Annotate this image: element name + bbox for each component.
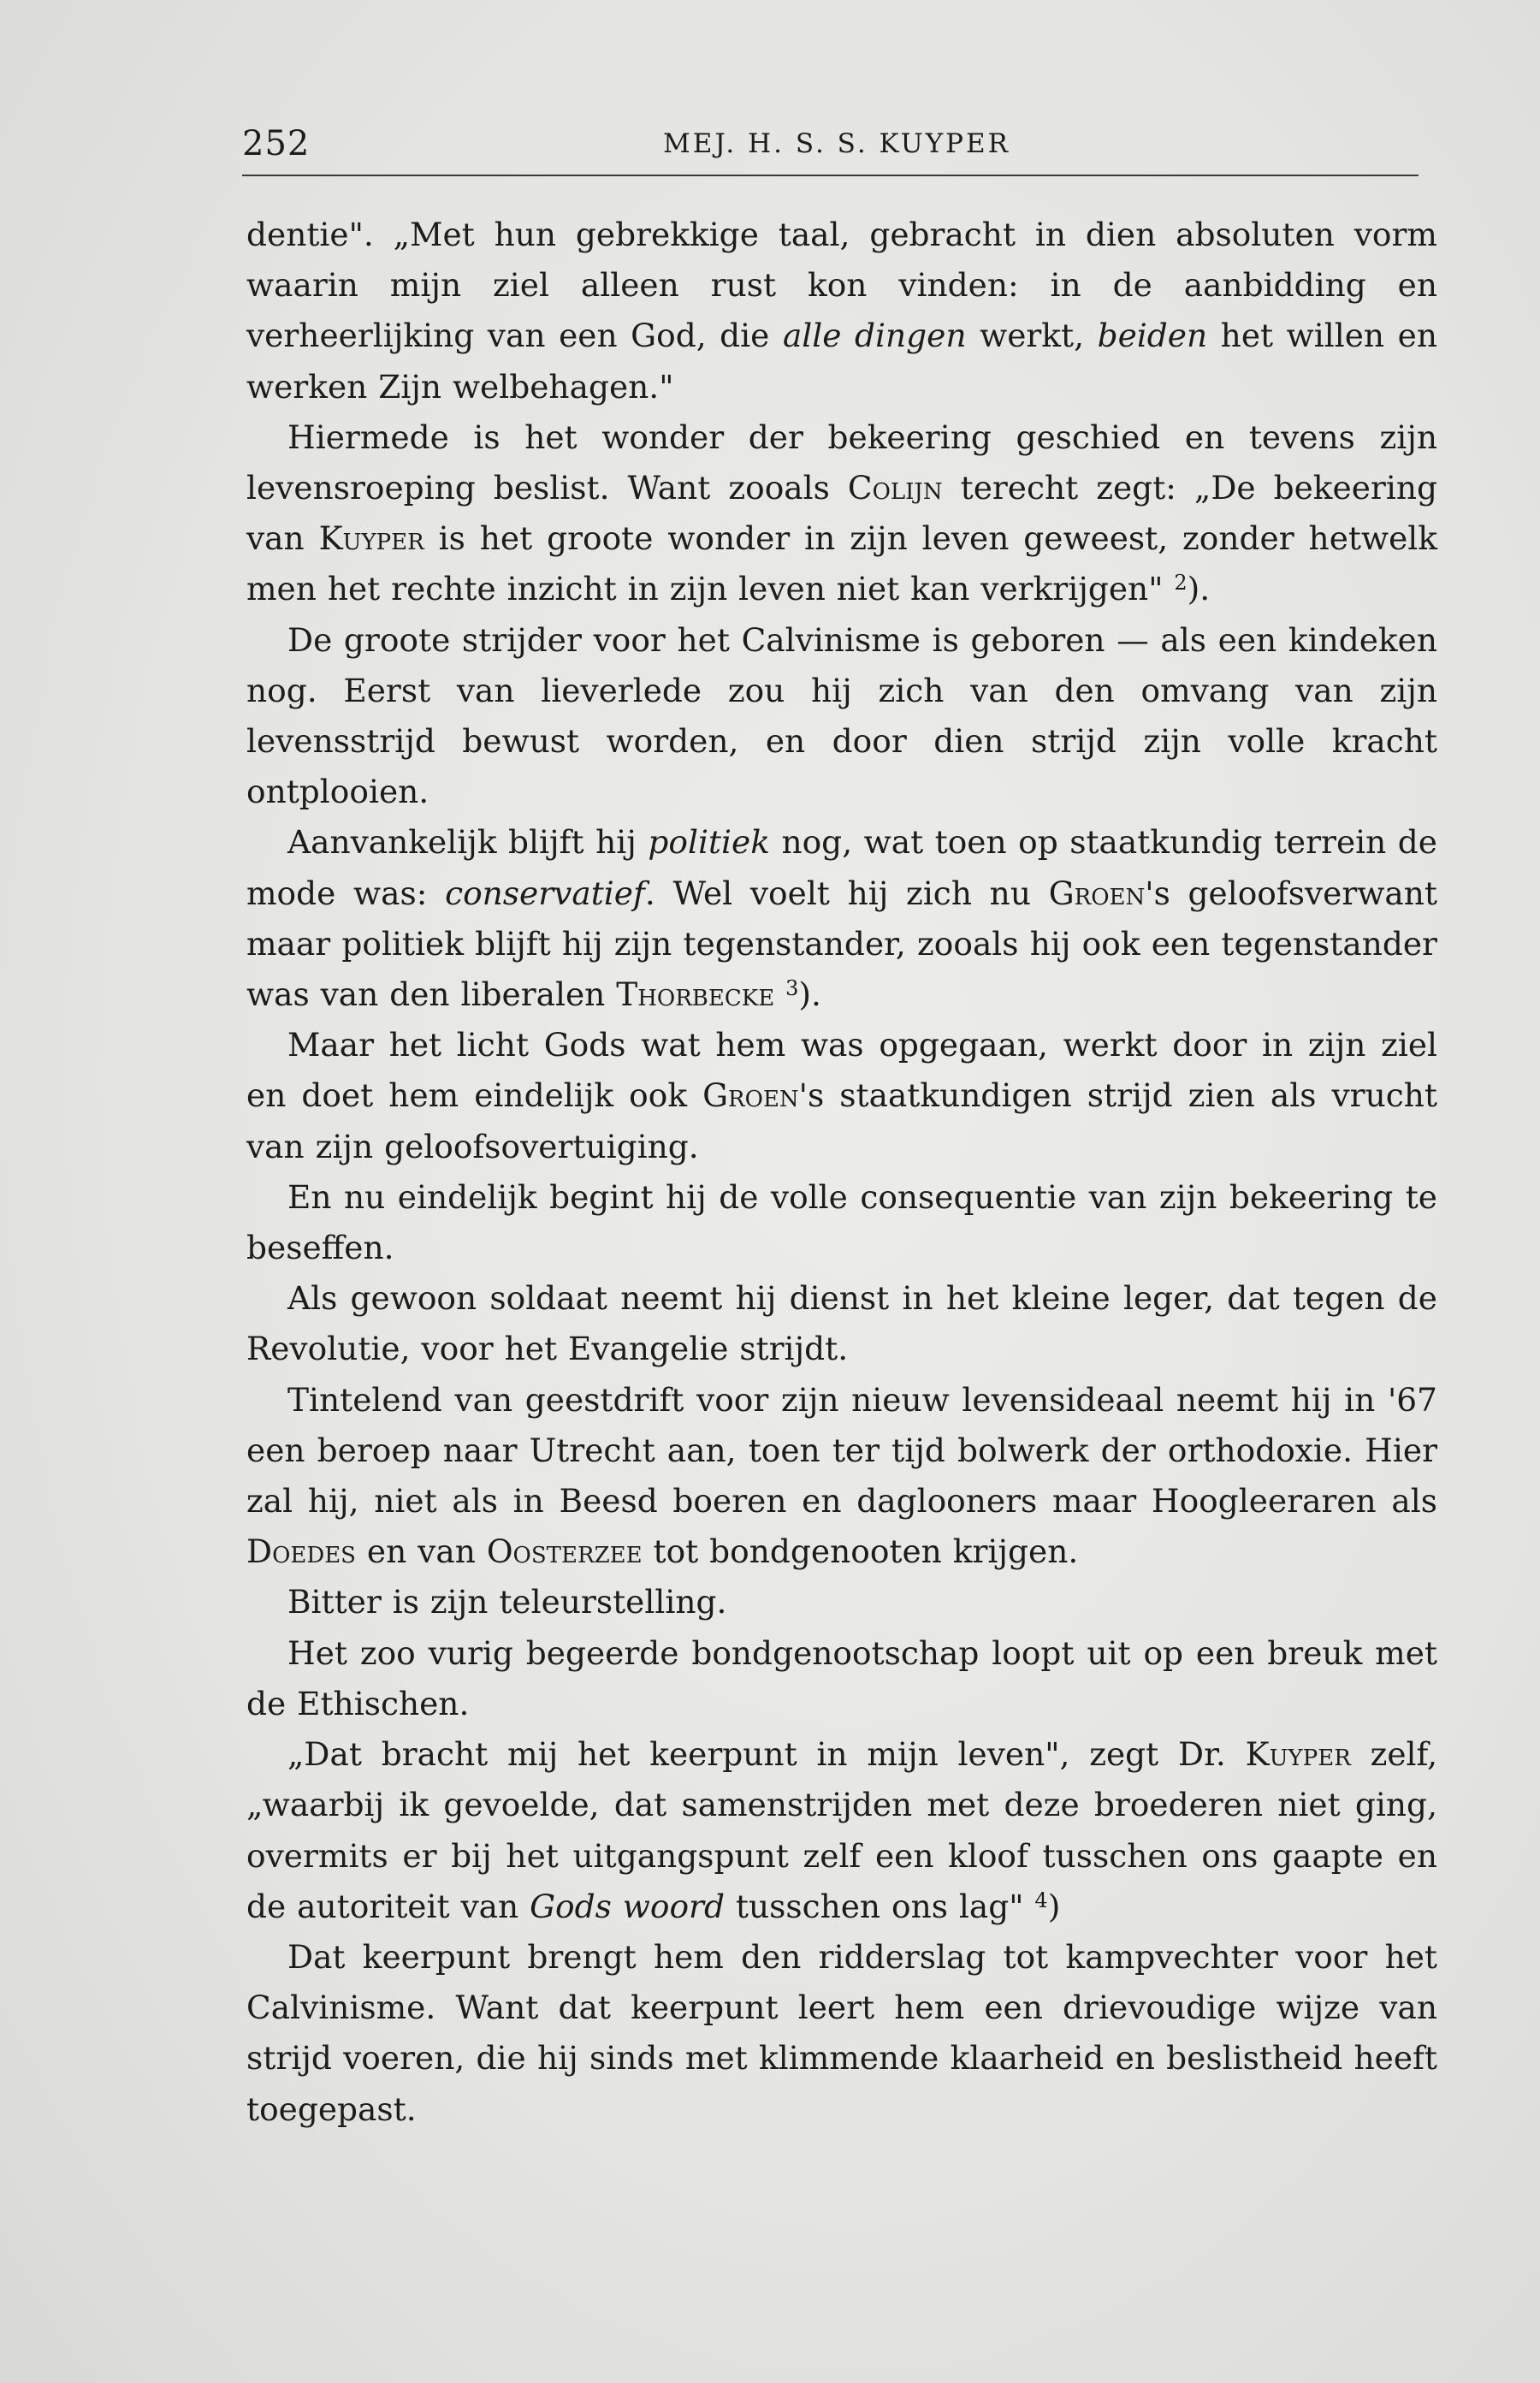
paragraph-p6 <box>246 1172 1437 1273</box>
name-smallcaps: Thorbecke <box>616 975 775 1014</box>
text-segment: ). <box>798 975 821 1014</box>
name-smallcaps: Doedes <box>246 1532 356 1571</box>
paragraph-p3 <box>246 615 1437 818</box>
paragraph-p7 <box>246 1273 1437 1374</box>
footnote-ref: 2 <box>1174 571 1188 596</box>
name-smallcaps: Kuyper <box>318 519 424 558</box>
header-rule <box>242 175 1419 176</box>
text-segment: ) <box>1047 1887 1061 1925</box>
name-smallcaps: Kuyper <box>1245 1735 1351 1774</box>
text-segment: „Dat bracht mij het keerpunt in mijn leven", zegt Dr. <box>287 1735 1246 1774</box>
paragraph-p12 <box>246 1932 1437 2135</box>
text-segment: Maar het licht Gods wat hem was opgegaan, werkt door in zijn ziel en doet hem eindelijk ook <box>246 1026 1437 1115</box>
name-smallcaps: Groen <box>702 1076 799 1115</box>
paragraph-p10 <box>246 1628 1437 1729</box>
body-text <box>246 210 1437 2135</box>
paragraph-p9 <box>246 1577 1437 1627</box>
text-segment: dentie". „Met hun gebrekkige taal, gebracht in dien absoluten vorm waarin mijn ziel alleen rust kon vinden: in de aanbidding en verheerlijking van een God, die <box>246 216 1437 355</box>
name-smallcaps: Groen <box>1048 874 1146 912</box>
footnote-ref: 3 <box>785 976 799 1001</box>
paragraph-p8 <box>246 1375 1437 1578</box>
text-segment: en van <box>356 1532 487 1571</box>
paragraph-p1 <box>246 210 1437 412</box>
text-segment: Dat keerpunt brengt hem den ridderslag tot kampvechter voor het Calvinisme. Want dat keerpunt leert hem een drievoudige wijze van strijd voeren, die hij sinds met klimmende klaarheid en beslistheid heeft toegepast. <box>246 1937 1437 2128</box>
page-number: 252 <box>242 124 311 163</box>
italic-text: politiek <box>648 823 770 862</box>
text-segment: is het groote wonder in zijn leven geweest, zonder hetwelk men het rechte inzicht in zijn leven niet kan verkrijgen" <box>246 519 1437 608</box>
text-segment: Het zoo vurig begeerde bondgenootschap loopt uit op een breuk met de Ethischen. <box>246 1633 1437 1722</box>
text-segment: Bitter is zijn teleurstelling. <box>287 1583 727 1621</box>
text-segment: En nu eindelijk begint hij de volle consequentie van zijn bekeering te beseffen. <box>246 1177 1437 1267</box>
text-segment: Hiermede is het wonder der bekeering geschied en tevens zijn levensroeping beslist. Want zooals <box>246 418 1437 507</box>
text-segment: Als gewoon soldaat neemt hij dienst in het kleine leger, dat tegen de Revolutie, voor het Evangelie strijdt. <box>246 1279 1437 1368</box>
name-smallcaps: Colijn <box>847 469 943 507</box>
text-segment: terecht zegt: „De bekeering van <box>246 469 1437 558</box>
text-segment: De groote strijder voor het Calvinisme is geboren — als een kindeken nog. Eerst van lieverlede zou hij zich van den omvang van zijn levensstrijd bewust worden, en door dien strijd zijn volle kracht ontplooien. <box>246 620 1437 811</box>
text-segment: Tintelend van geestdrift voor zijn nieuw levensideaal neemt hij in '67 een beroep naar Utrecht aan, toen ter tijd bolwerk der orthodoxie. Hier zal hij, niet als in Beesd boeren en daglooners maar Hoogleeraren als <box>246 1380 1437 1520</box>
paragraph-p11 <box>246 1729 1437 1932</box>
paragraph-p2 <box>246 412 1437 615</box>
text-segment: tusschen ons lag" <box>724 1887 1035 1925</box>
footnote-ref: 4 <box>1034 1888 1048 1912</box>
italic-text: alle dingen <box>782 317 967 355</box>
text-segment: Aanvankelijk blijft hij <box>287 823 649 862</box>
running-head: MEJ. H. S. S. KUYPER <box>663 128 1010 159</box>
text-segment: werkt, <box>966 317 1098 355</box>
name-smallcaps: Oosterzee <box>486 1532 643 1571</box>
text-segment: 's staatkundigen strijd zien als vrucht van zijn geloofsovertuiging. <box>246 1076 1437 1165</box>
page-header <box>242 122 1419 173</box>
text-segment: zelf, „waarbij ik gevoelde, dat samenstrijden met deze broederen niet ging, overmits er bij het uitgangspunt zelf een kloof tusschen ons gaapte en de autoriteit van <box>246 1735 1437 1925</box>
paragraph-p4 <box>246 817 1437 1020</box>
text-segment <box>774 975 785 1013</box>
italic-text: conservatief <box>445 874 645 912</box>
italic-text: beiden <box>1097 317 1208 355</box>
text-segment: tot bondgenooten krijgen. <box>642 1532 1079 1571</box>
text-segment: 's geloofsverwant maar politiek blijft hij zijn tegenstander, zooals hij ook een tegenstander was van den liberalen <box>246 874 1437 1014</box>
italic-text: Gods woord <box>530 1887 725 1925</box>
paragraph-p5 <box>246 1020 1437 1172</box>
text-segment: . Wel voelt hij zich nu <box>644 874 1049 912</box>
text-segment: nog, wat toen op staatkundig terrein de mode was: <box>246 823 1437 912</box>
text-segment: het willen en werken Zijn welbehagen." <box>246 317 1437 406</box>
text-segment: ). <box>1187 570 1211 608</box>
